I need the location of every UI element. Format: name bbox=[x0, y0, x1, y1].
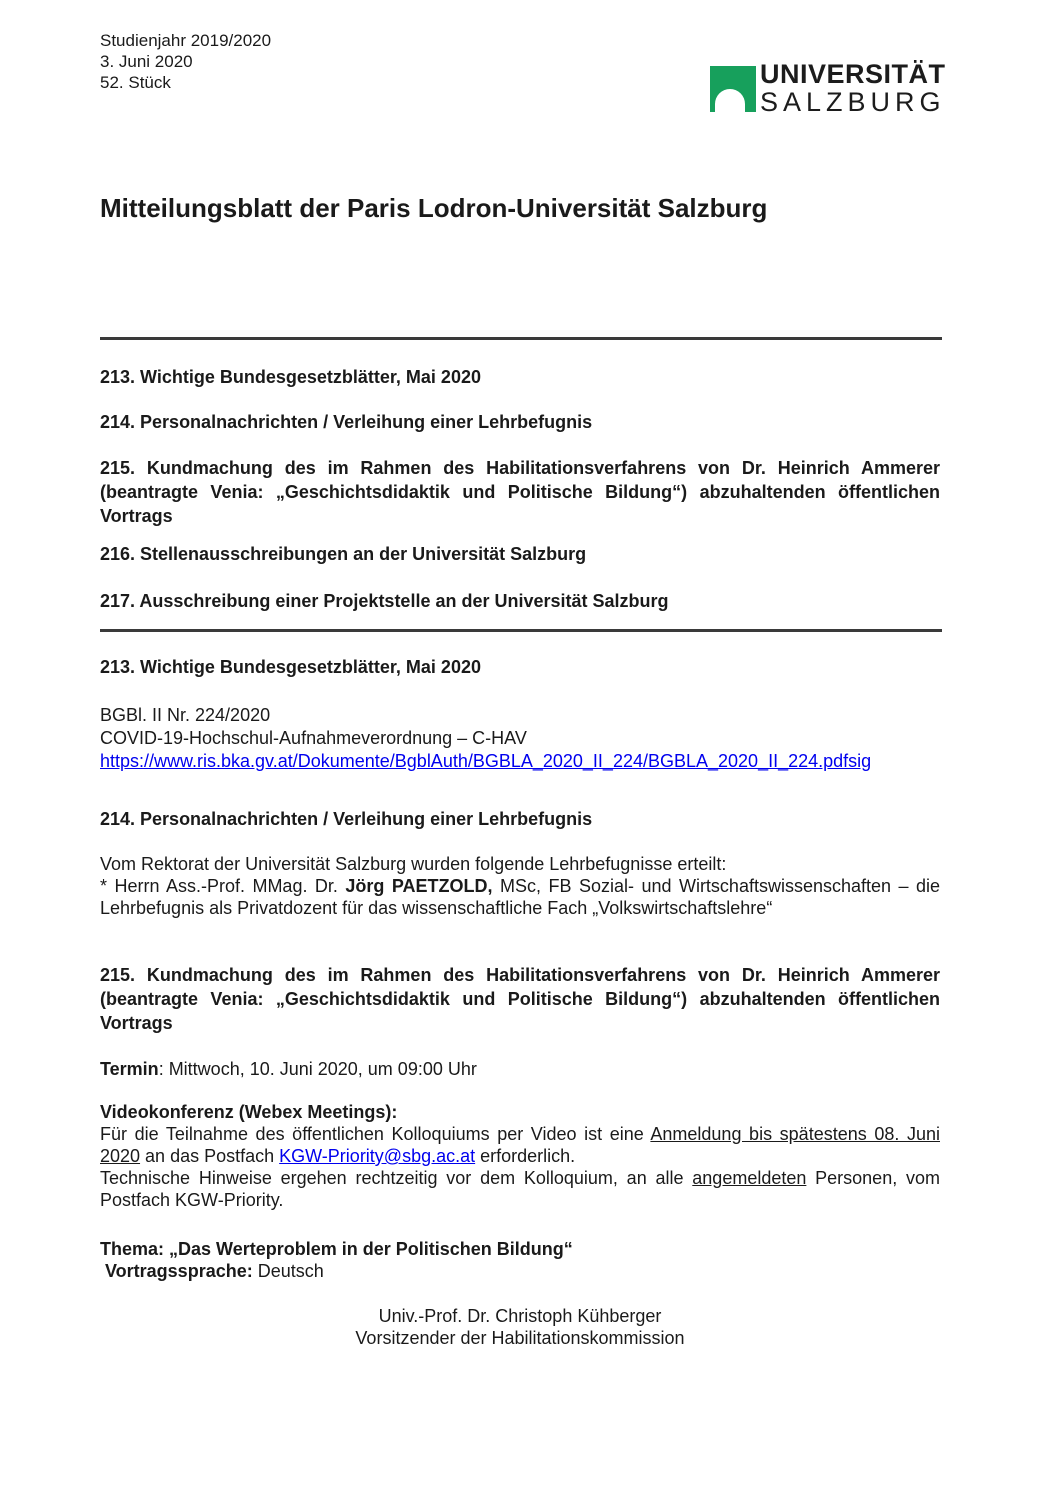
signature-role: Vorsitzender der Habilitationskommission bbox=[355, 1328, 685, 1348]
video-text-1: Für die Teilnahme des öffentlichen Kolloquiums per Video ist eine bbox=[100, 1124, 651, 1144]
toc-item-217: 217. Ausschreibung einer Projektstelle an der Universität Salzburg bbox=[100, 591, 669, 611]
lehrbefugnis-entry bbox=[100, 875, 940, 919]
bgbl-title: COVID-19-Hochschul-Aufnahmeverordnung – C-HAV bbox=[100, 728, 527, 748]
meta-stueck: 52. Stück bbox=[100, 73, 171, 92]
video-text-5: Personen, vom Postfach KGW-Priority. bbox=[100, 1168, 940, 1210]
bgbl-number: BGBl. II Nr. 224/2020 bbox=[100, 705, 271, 725]
videokonferenz-body bbox=[100, 1123, 940, 1211]
divider-bottom bbox=[100, 629, 942, 632]
section-213-heading: 213. Wichtige Bundesgesetzblätter, Mai 2020 bbox=[100, 657, 481, 677]
logo-wordmark bbox=[760, 60, 946, 116]
toc-item-215: 215. Kundmachung des im Rahmen des Habilitationsverfahrens von Dr. Heinrich Ammerer (beantragte Venia: „Geschichtsdidaktik und Politische Bildung“) abzuhaltenden öffentlichen Vortrags bbox=[100, 458, 940, 526]
logo-white-arch bbox=[715, 89, 745, 129]
section-213 bbox=[100, 656, 940, 773]
toc-item-216: 216. Stellenausschreibungen an der Universität Salzburg bbox=[100, 544, 587, 564]
divider-top bbox=[100, 337, 942, 340]
termin-value: : Mittwoch, 10. Juni 2020, um 09:00 Uhr bbox=[158, 1059, 477, 1079]
signature-block bbox=[100, 1305, 940, 1349]
termin-label: Termin bbox=[100, 1059, 159, 1079]
page-title: Mitteilungsblatt der Paris Lodron-Universität Salzburg bbox=[100, 193, 768, 223]
section-214-body bbox=[100, 853, 940, 919]
anmeldung-deadline: Anmeldung bis spätestens 08. Juni 2020 bbox=[100, 1124, 940, 1166]
section-214 bbox=[100, 808, 940, 919]
entry-person-name: Jörg PAETZOLD, bbox=[345, 876, 493, 896]
section-213-body bbox=[100, 704, 940, 773]
entry-prefix: * Herrn Ass.-Prof. MMag. Dr. bbox=[100, 876, 346, 896]
logo-arch-icon bbox=[710, 66, 756, 112]
logo-line-universitaet: UNIVERSITÄT bbox=[760, 59, 946, 89]
bgbl-pdf-link[interactable]: https://www.ris.bka.gv.at/Dokumente/BgblAuth/BGBLA_2020_II_224/BGBLA_2020_II_224.pdfsig bbox=[100, 751, 872, 771]
vortragssprache-value: Deutsch bbox=[252, 1261, 324, 1281]
logo-line-salzburg: SALZBURG bbox=[760, 87, 946, 117]
vortragssprache-label: Vortragssprache: bbox=[105, 1261, 253, 1281]
section-215-heading: 215. Kundmachung des im Rahmen des Habilitationsverfahrens von Dr. Heinrich Ammerer (beantragte Venia: „Geschichtsdidaktik und Politische Bildung“) abzuhaltenden öffentlichen Vortrags bbox=[100, 965, 940, 1033]
entry-suffix: MSc, FB Sozial- und Wirtschaftswissenschaften – die Lehrbefugnis als Privatdozent für das wissenschaftliche Fach „Volkswirtschaftslehre“ bbox=[100, 876, 940, 918]
section-214-heading: 214. Personalnachrichten / Verleihung einer Lehrbefugnis bbox=[100, 809, 593, 829]
video-text-3: erforderlich. bbox=[475, 1146, 576, 1166]
meta-studienjahr: Studienjahr 2019/2020 bbox=[100, 31, 272, 50]
signature-name: Univ.-Prof. Dr. Christoph Kühberger bbox=[378, 1306, 662, 1326]
angemeldeten-underline: angemeldeten bbox=[692, 1168, 807, 1188]
kgw-priority-email-link[interactable]: KGW-Priority@sbg.ac.at bbox=[279, 1146, 476, 1166]
table-of-contents bbox=[100, 366, 940, 612]
vortragssprache-line bbox=[100, 1260, 940, 1282]
toc-item-213: 213. Wichtige Bundesgesetzblätter, Mai 2020 bbox=[100, 367, 481, 387]
lehrbefugnis-intro: Vom Rektorat der Universität Salzburg wurden folgende Lehrbefugnisse erteilt: bbox=[100, 854, 727, 874]
toc-item-214: 214. Personalnachrichten / Verleihung einer Lehrbefugnis bbox=[100, 412, 593, 432]
thema-line: Thema: „Das Werteproblem in der Politischen Bildung“ bbox=[100, 1239, 573, 1259]
university-salzburg-logo bbox=[710, 60, 946, 116]
section-215 bbox=[100, 963, 940, 1349]
termin-line bbox=[100, 1058, 940, 1080]
video-text-4: Technische Hinweise ergehen rechtzeitig vor dem Kolloquium, an alle bbox=[100, 1168, 693, 1188]
video-text-2: an das Postfach bbox=[140, 1146, 280, 1166]
meta-date: 3. Juni 2020 bbox=[100, 52, 193, 71]
videokonferenz-heading: Videokonferenz (Webex Meetings): bbox=[100, 1102, 398, 1122]
